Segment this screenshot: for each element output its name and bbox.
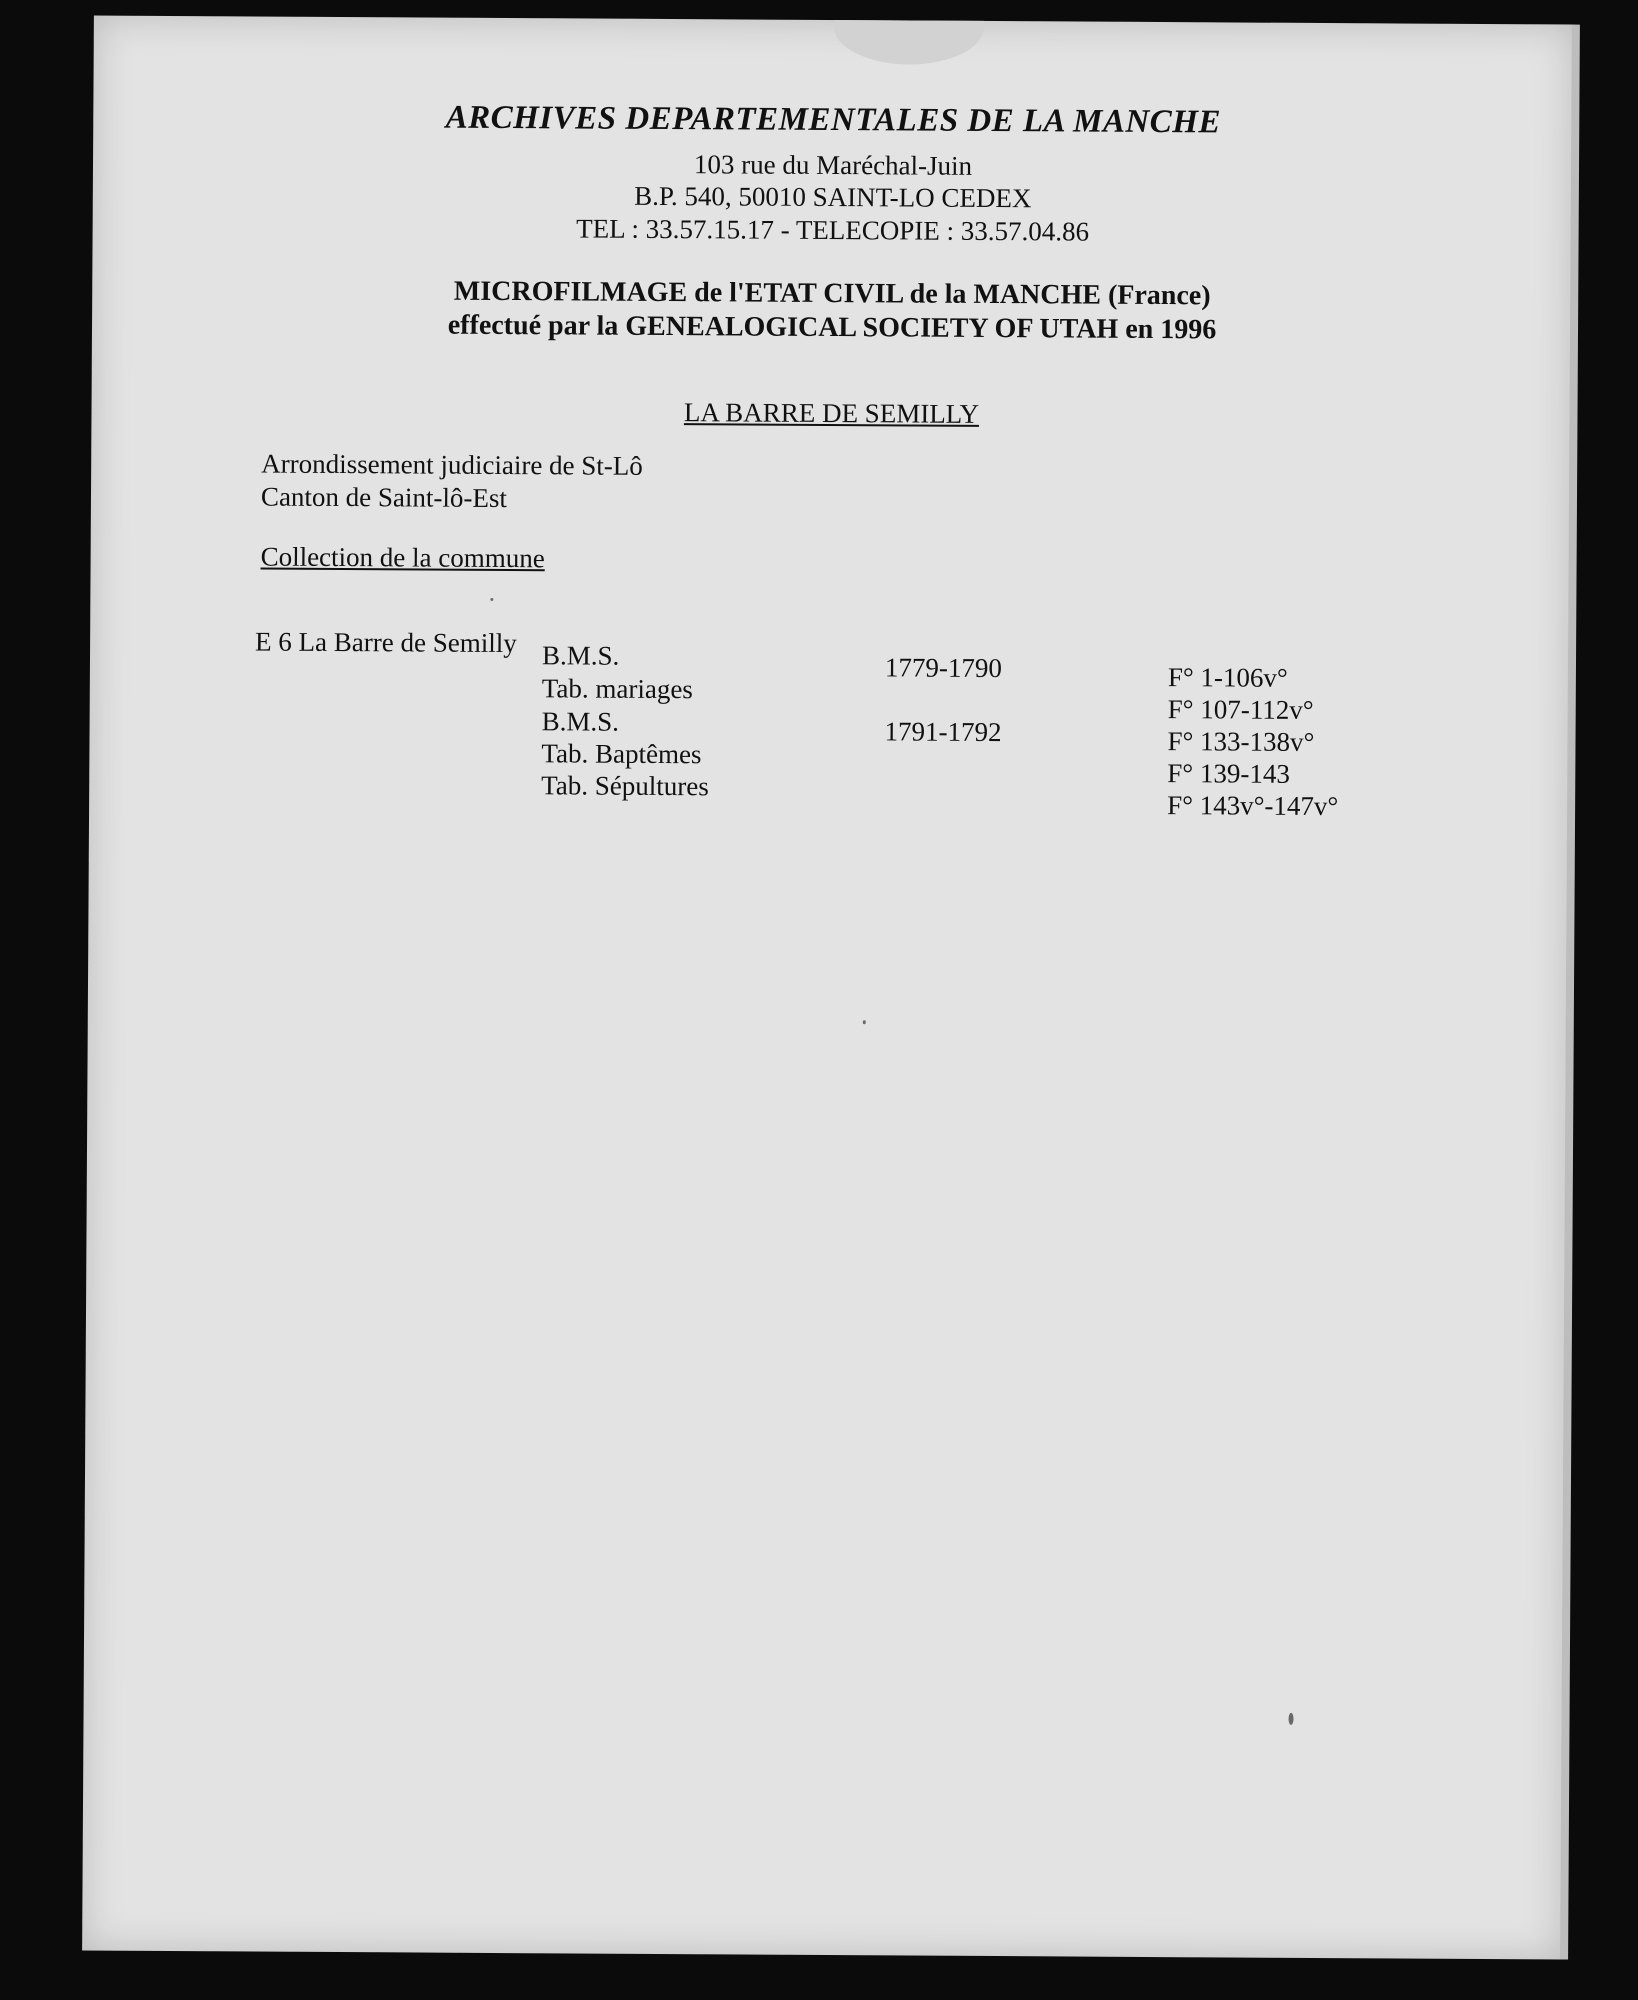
record-folio: F° 143v°-147v° bbox=[1167, 790, 1339, 822]
contact-line: TEL : 33.57.15.17 - TELECOPIE : 33.57.04.86 bbox=[576, 213, 1090, 247]
scan-speck bbox=[863, 1020, 866, 1024]
record-folio: F° 139-143 bbox=[1167, 758, 1290, 789]
record-type: Tab. Baptêmes bbox=[541, 738, 702, 770]
commune-name: LA BARRE DE SEMILLY bbox=[683, 397, 980, 429]
record-folio: F° 1-106v° bbox=[1167, 662, 1288, 693]
record-type: Tab. Sépultures bbox=[541, 770, 709, 802]
canton: Canton de Saint-lô-Est bbox=[260, 481, 508, 514]
address-line-2: B.P. 540, 50010 SAINT-LO CEDEX bbox=[634, 180, 1032, 214]
folder-tab-notch bbox=[834, 20, 984, 65]
record-date: 1779-1790 bbox=[884, 652, 1003, 684]
arrondissement: Arrondissement judiciaire de St-Lô bbox=[261, 448, 643, 481]
record-type: B.M.S. bbox=[541, 640, 620, 671]
project-line-1: MICROFILMAGE de l'ETAT CIVIL de la MANCHE (France) bbox=[453, 275, 1211, 312]
record-folio: F° 133-138v° bbox=[1167, 726, 1315, 757]
scan-speck bbox=[490, 598, 493, 601]
collection-heading: Collection de la commune bbox=[260, 541, 545, 574]
record-folio: F° 107-112v° bbox=[1167, 694, 1314, 725]
archive-title: ARCHIVES DEPARTEMENTALES DE LA MANCHE bbox=[445, 99, 1222, 141]
record-cote: E 6 La Barre de Semilly bbox=[255, 626, 517, 659]
scan-speck bbox=[1289, 1713, 1294, 1725]
project-line-2: effectué par la GENEALOGICAL SOCIETY OF UTAH en 1996 bbox=[447, 309, 1217, 346]
record-type: B.M.S. bbox=[541, 706, 620, 737]
page-edge bbox=[1560, 25, 1580, 1960]
address-line-1: 103 rue du Maréchal-Juin bbox=[693, 149, 973, 181]
document-page bbox=[82, 15, 1574, 1959]
record-type: Tab. mariages bbox=[541, 673, 693, 705]
record-date: 1791-1792 bbox=[884, 716, 1002, 748]
